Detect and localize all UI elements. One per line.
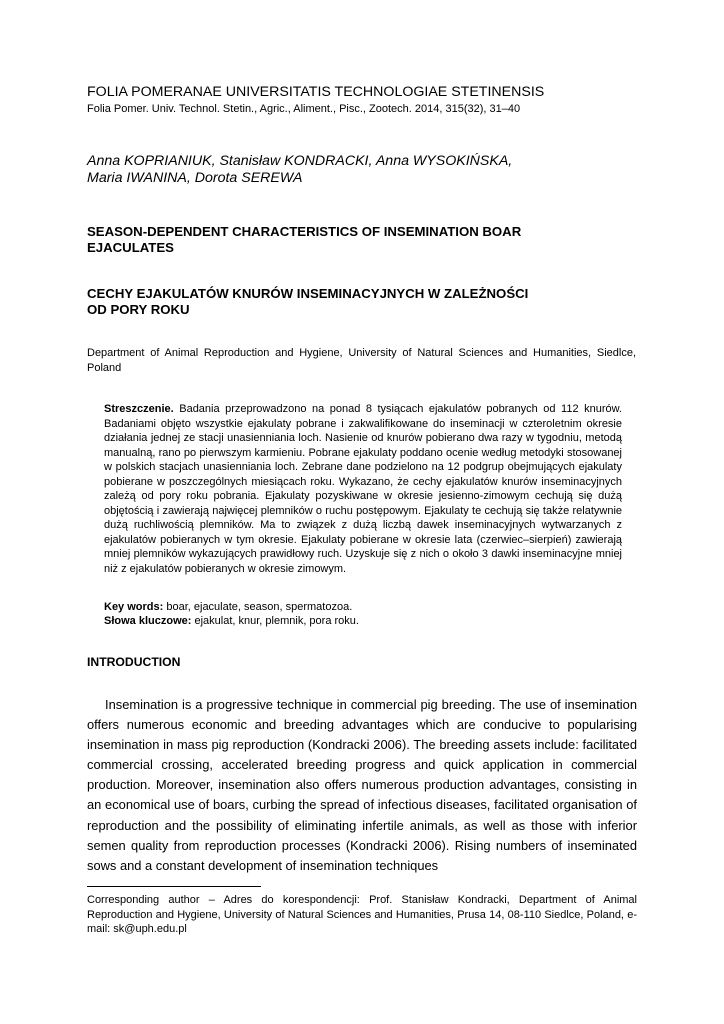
keywords-english (104, 600, 622, 614)
title-en-line-1: SEASON-DEPENDENT CHARACTERISTICS OF INSEMINATION BOAR (87, 224, 522, 239)
introduction-paragraph: Insemination is a progressive technique in commercial pig breeding. The use of insemination offers numerous economic and breeding advantages which are conducive to popularising insemination in mass pig reproduction (Kondracki 2006). The breeding assets include: facilitated commercial crossing, accelerated breeding progress and quick application in commercial production. Moreover, insemination also offers numerous production advantages, consisting in an economical use of boars, curbing the spread of infectious diseases, facilitated organisation of reproduction and the possibility of eliminating infertile animals, as well as those with inferior semen quality from reproduction processes (Kondracki 2006). Rising numbers of inseminated sows and a constant development of insemination techniques (87, 697, 637, 873)
author-line-1: Anna KOPRIANIUK, Stanisław KONDRACKI, Anna WYSOKIŃSKA, (87, 153, 513, 169)
abstract-label: Streszczenie. (104, 403, 174, 415)
title-pl-line-1: CECHY EJAKULATÓW KNURÓW INSEMINACYJNYCH W ZALEŻNOŚCI (87, 286, 529, 301)
title-en-line-2: EJACULATES (87, 240, 174, 255)
paper-title-english (87, 224, 587, 256)
keywords-pl-text: ejakulat, knur, plemnik, pora roku. (194, 615, 359, 627)
author-list (87, 153, 647, 187)
section-heading-introduction: INTRODUCTION (87, 655, 181, 669)
keywords-block (104, 600, 622, 628)
keywords-polish (104, 614, 622, 628)
keywords-pl-label: Słowa kluczowe: (104, 615, 192, 627)
journal-title: FOLIA POMERANAE UNIVERSITATIS TECHNOLOGIAE STETINENSIS (87, 84, 545, 100)
keywords-en-label: Key words: (104, 601, 164, 613)
title-pl-line-2: OD PORY ROKU (87, 302, 190, 317)
author-line-2: Maria IWANINA, Dorota SEREWA (87, 170, 303, 186)
journal-citation: Folia Pomer. Univ. Technol. Stetin., Agric., Aliment., Pisc., Zootech. 2014, 315(32), 31–40 (87, 103, 521, 115)
footnote-divider (87, 886, 261, 887)
keywords-en-text: boar, ejaculate, season, spermatozoa. (166, 601, 353, 613)
corresponding-author-footnote: Corresponding author – Adres do korespondencji: Prof. Stanisław Kondracki, Department of Animal Reproduction and Hygiene, University of Natural Sciences and Humanities, Prusa 14, 08-110 Siedlce, Poland, e-mail: sk@uph.edu.pl (87, 894, 637, 935)
abstract (104, 402, 622, 577)
abstract-text: Badania przeprowadzono na ponad 8 tysiącach ejakulatów pobranych od 112 knurów. Badaniami objęto wszystkie ejakulaty pobrane i zakwalifikowane do inseminacji w czteroletnim okresie działania jednej ze stacji unasienniania loch. Nasienie od knurów pobierano dwa razy w tygodniu, metodą manualną, rano po pierwszym karmieniu. Pobrane ejakulaty poddano ocenie według metodyki stosowanej w polskich stacjach unasienniania loch. Zebrane dane podzielono na 12 podgrup obejmujących ejakulaty pobierane w poszczególnych miesiącach roku. Wykazano, że cechy ejakulatów knurów inseminacyjnych zależą od pory roku pobrania. Ejakulaty pozyskiwane w okresie jesienno-zimowym cechują się dużą objętością i zawierają najwięcej plemników o ruchu postępowym. Ejakulaty te cechują się także relatywnie dużą ruchliwością plemników. Ma to związek z dużą liczbą dawek inseminacyjnych wytwarzanych z ejakulatów pobieranych w tym okresie. Ejakulaty pobierane w okresie lata (czerwiec–sierpień) zawierają mniej plemników wykazujących prawidłowy ruch. Uzyskuje się z nich o około 3 dawki inseminacyjne mniej niż z ejakulatów pobieranych w okresie zimowym. (104, 403, 622, 576)
affiliation: Department of Animal Reproduction and Hygiene, University of Natural Sciences and Humanities, Siedlce, Poland (87, 347, 636, 374)
paper-title-polish (87, 286, 607, 318)
